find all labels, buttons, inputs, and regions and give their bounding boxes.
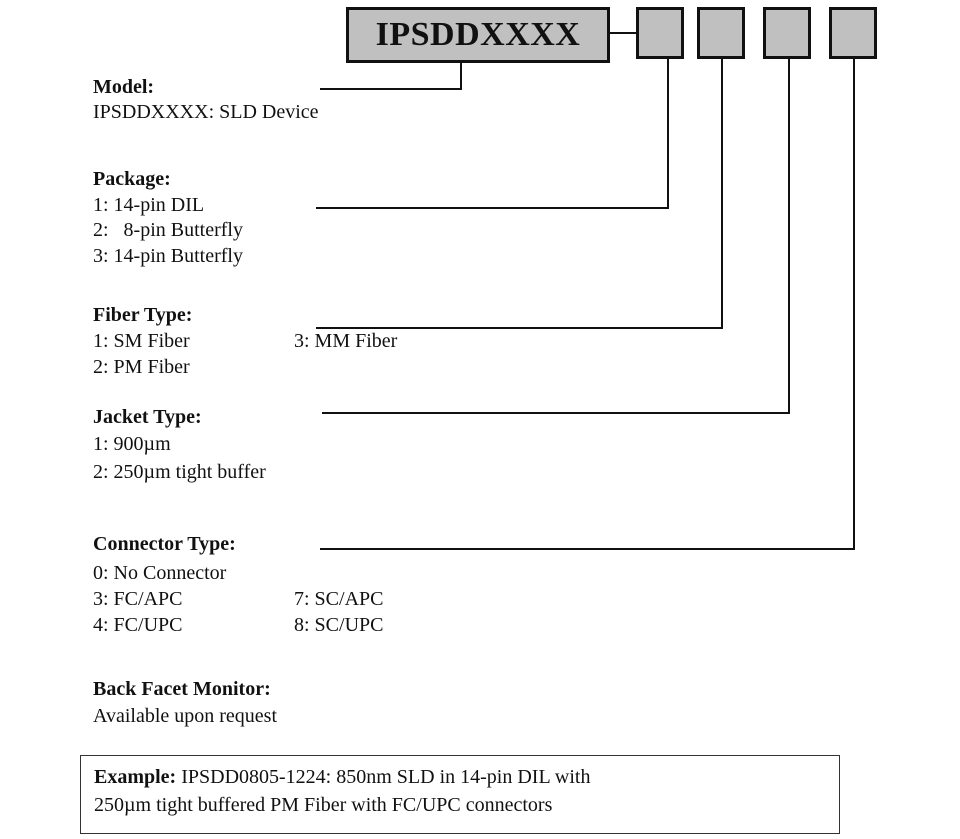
fiber-heading: Fiber Type: [93,304,193,326]
example-line-1 [94,763,826,791]
connector-option: 4: FC/UPC [93,614,183,636]
back-facet-heading: Back Facet Monitor: [93,678,271,700]
package-option: 2: 8-pin Butterfly [93,219,243,241]
jacket-code-box [763,7,811,59]
connector-code-box [829,7,877,59]
example-line-2: 250µm tight buffered PM Fiber with FC/UPC connectors [94,794,553,816]
package-code-box [636,7,684,59]
fiber-option: 3: MM Fiber [294,330,398,352]
package-option: 1: 14-pin DIL [93,194,205,216]
model-code-box [346,7,610,63]
package-heading: Package: [93,168,171,190]
example-box [80,755,840,834]
connector-option: 8: SC/UPC [294,614,384,636]
example-text: IPSDD0805-1224: 850nm SLD in 14-pin DIL with [176,766,591,788]
connector-leader-line [320,57,854,549]
fiber-leader-line [316,57,722,328]
jacket-option: 1: 900µm [93,433,171,455]
jacket-heading: Jacket Type: [93,406,202,428]
model-leader-line [320,60,461,89]
connector-option: 3: FC/APC [93,588,183,610]
model-code-text: IPSDDXXXX [375,16,581,53]
connector-option: 7: SC/APC [294,588,384,610]
jacket-leader-line [322,57,789,413]
fiber-option: 2: PM Fiber [93,356,190,378]
package-option: 3: 14-pin Butterfly [93,245,243,267]
connector-option: 0: No Connector [93,562,227,584]
model-heading: Model: [93,76,155,98]
connector-heading: Connector Type: [93,533,236,555]
model-option: IPSDDXXXX: SLD Device [93,101,319,123]
fiber-code-box [697,7,745,59]
package-leader-line [316,57,668,208]
fiber-option: 1: SM Fiber [93,330,190,352]
jacket-option: 2: 250µm tight buffer [93,461,266,483]
example-label: Example: [94,766,177,788]
back-facet-note: Available upon request [93,705,278,727]
